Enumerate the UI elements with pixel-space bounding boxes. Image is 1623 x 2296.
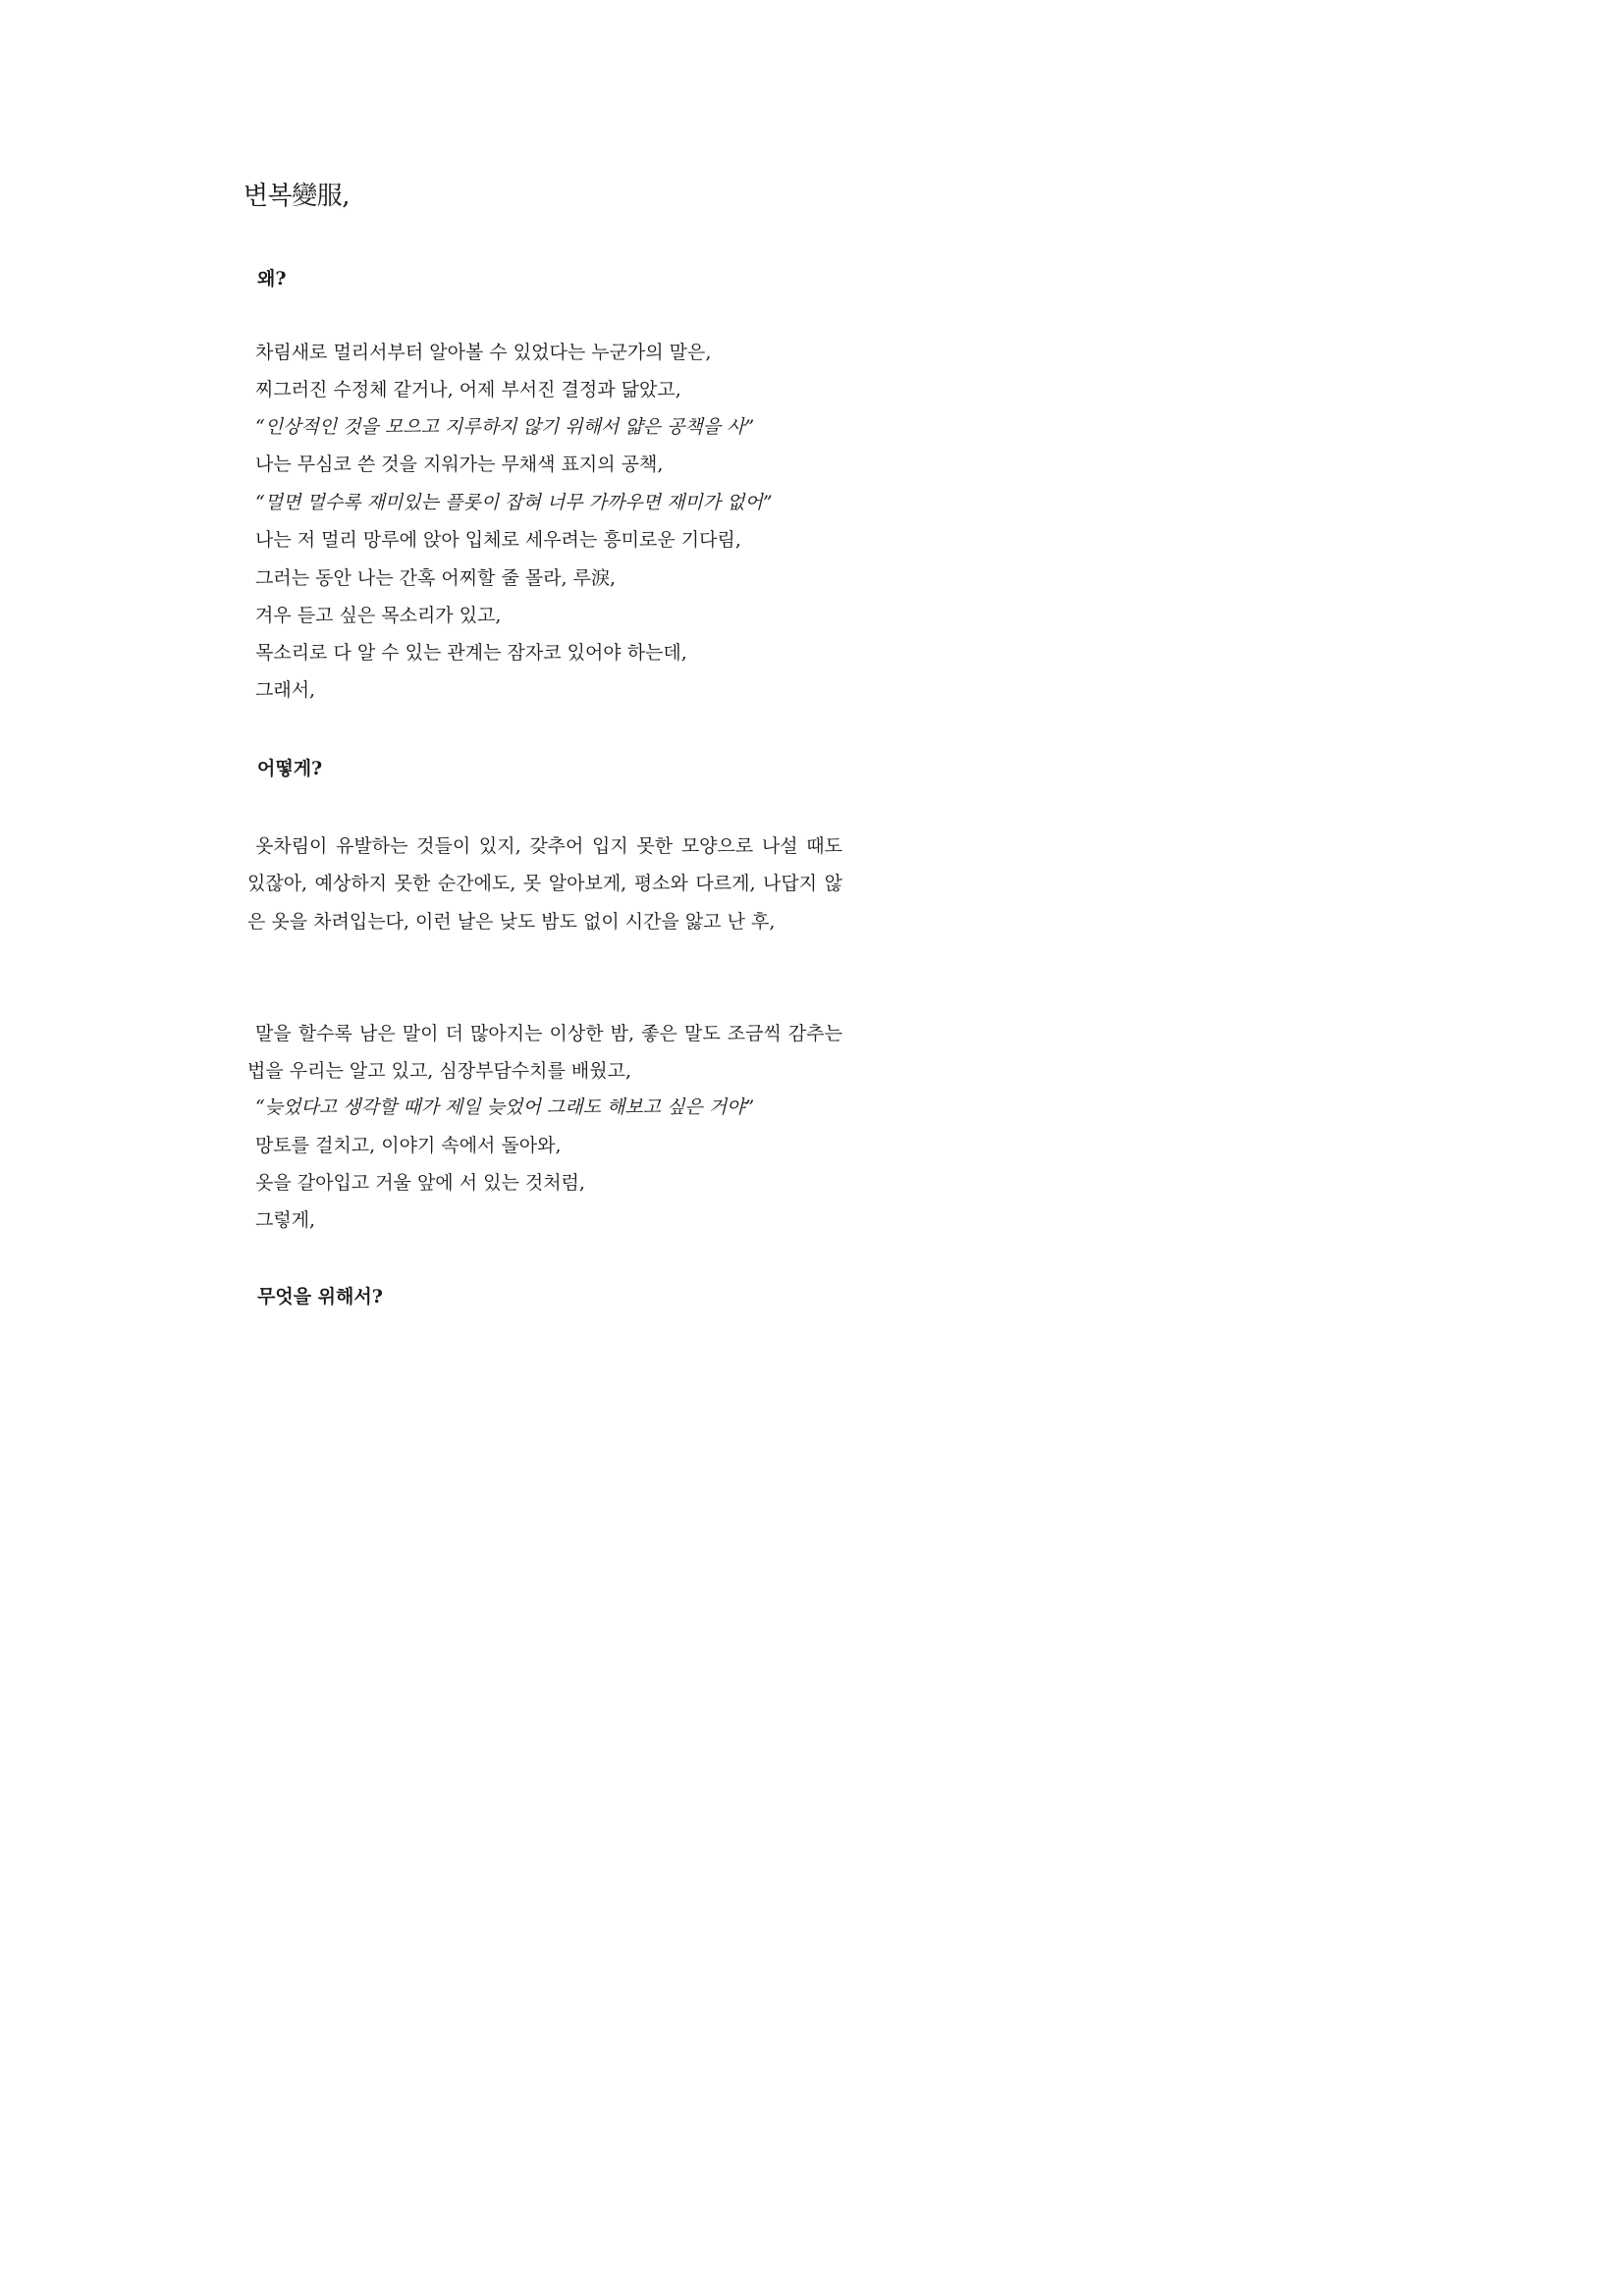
document-title: 변복變服, — [243, 182, 350, 211]
document-page — [0, 0, 1082, 1530]
poem-line: 찌그러진 수정체 같거나, 어제 부서진 결정과 닮았고, — [255, 379, 681, 400]
section-heading-for-what: 무엇을 위해서? — [257, 1286, 383, 1308]
quoted-line: “늦었다고 생각할 때가 제일 늦었어 그래도 해보고 싶은 거야” — [255, 1096, 755, 1118]
prose-paragraph: 옷차림이 유발하는 것들이 있지, 갖추어 입지 못한 모양으로 나설 때도 있잖아, 예상하지 못한 순간에도, 못 알아보게, 평소와 다르게, 나답지 않은 옷을 차려입는다, 이런 날은 낮도 밤도 없이 시간을 앓고 난 후, — [247, 835, 842, 933]
poem-line: 그러는 동안 나는 간혹 어찌할 줄 몰라, 루淚, — [255, 567, 617, 589]
quoted-line: “인상적인 것을 모으고 지루하지 않기 위해서 얇은 공책을 사” — [255, 416, 755, 438]
poem-line: 차림새로 멀리서부터 알아볼 수 있었다는 누군가의 말은, — [255, 342, 712, 363]
poem-line: 그래서, — [255, 679, 316, 701]
section-heading-why: 왜? — [257, 268, 287, 290]
poem-line: 나는 무심코 쓴 것을 지워가는 무채색 표지의 공책, — [255, 454, 664, 475]
poem-line: 망토를 걸치고, 이야기 속에서 돌아와, — [255, 1135, 562, 1156]
prose-paragraph: 말을 할수록 남은 말이 더 많아지는 이상한 밤, 좋은 말도 조금씩 감추는 법을 우리는 알고 있고, 심장부담수치를 배웠고, — [247, 1023, 842, 1083]
poem-line: 겨우 듣고 싶은 목소리가 있고, — [255, 605, 502, 626]
poem-line: 옷을 갈아입고 거울 앞에 서 있는 것처럼, — [255, 1172, 585, 1194]
quoted-line: “멀면 멀수록 재미있는 플롯이 잡혀 너무 가까우면 재미가 없어” — [255, 492, 773, 513]
section-heading-how: 어떻게? — [257, 758, 323, 779]
poem-line: 목소리로 다 알 수 있는 관계는 잠자코 있어야 하는데, — [255, 642, 687, 664]
poem-line: 나는 저 멀리 망루에 앉아 입체로 세우려는 흥미로운 기다림, — [255, 529, 741, 551]
poem-line: 그렇게, — [255, 1209, 316, 1231]
